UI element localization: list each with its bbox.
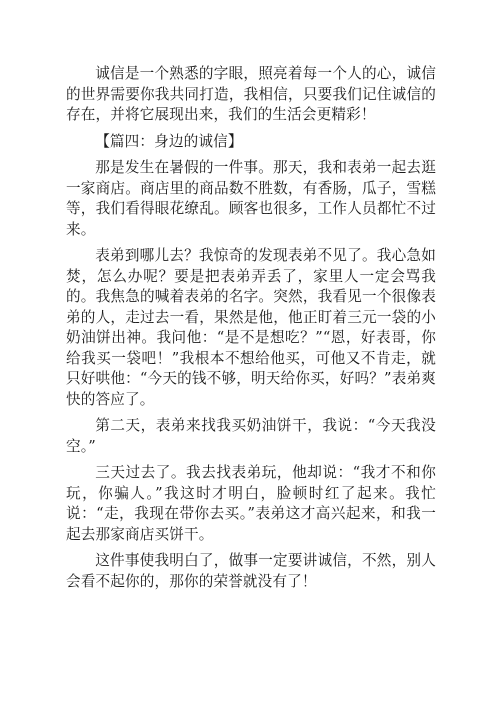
document-body [66, 64, 436, 598]
paragraph-intro: 诚信是一个熟悉的字眼，照亮着每一个人的心，诚信的世界需要你我共同打造，我相信，只要我们记住诚信的存在，并将它展现出来，我们的生活会更精彩！ [66, 65, 436, 123]
paragraph-store-visit: 那是发生在暑假的一件事。那天，我和表弟一起去逛一家商店。商店里的商品数不胜数，有香肠，瓜子，雪糕等，我们看得眼花缭乱。顾客也很多，工作人员都忙不过来。 [66, 159, 436, 238]
paragraph-missing-cousin: 表弟到哪儿去？我惊奇的发现表弟不见了。我心急如焚，怎么办呢？要是把表弟弄丢了，家里人一定会骂我的。我焦急的喊着表弟的名字。突然，我看见一个很像表弟的人，走过去一看，果然是他，他正盯着三元一袋的小奶油饼出神。我问他：“是不是想吃？”“恩，好表哥，你给我买一袋吧！”我根本不想给他买，可他又不肯走，就只好哄他：“今天的钱不够，明天给你买，好吗？”表弟爽快的答应了。 [66, 247, 436, 408]
paragraph-three-days-later: 三天过去了。我去找表弟玩，他却说：“我才不和你玩，你骗人。”我这时才明白，脸顿时红了起来。我忙说：“走，我现在带你去买。”表弟这才高兴起来，和我一起去那家商店买饼干。 [66, 464, 436, 543]
section-heading: 【篇四：身边的诚信】 [95, 132, 243, 150]
paragraph-conclusion: 这件事使我明白了，做事一定要讲诚信，不然，别人会看不起你的，那你的荣誉就没有了！ [66, 552, 436, 590]
paragraph-next-day: 第二天，表弟来找我买奶油饼干，我说：“今天我没空。” [66, 417, 436, 455]
